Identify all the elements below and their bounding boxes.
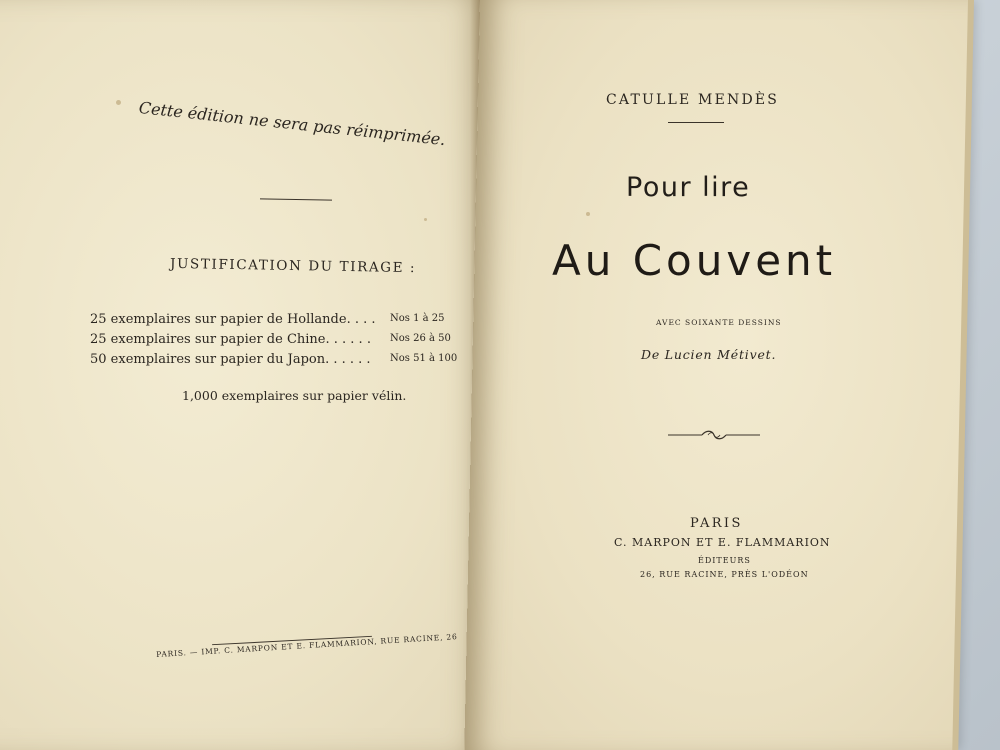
paper-foxing-spot [424, 218, 427, 221]
paper-foxing-spot [586, 212, 590, 216]
print-run-row [90, 352, 460, 372]
print-run-description: 25 exemplaires sur papier de Chine. . . . . . [90, 332, 371, 347]
ornament-flourish [668, 428, 760, 442]
illustrator-name: De Lucien Métivet. [641, 347, 777, 362]
print-run-numbers: Nos 26 à 50 [390, 333, 451, 344]
print-run-numbers: Nos 1 à 25 [390, 313, 445, 324]
print-run-description: 25 exemplaires sur papier de Hollande. . . . [90, 312, 376, 327]
print-run-numbers: Nos 51 à 100 [390, 353, 458, 364]
edition-notice: Cette édition ne sera pas réimprimée. [138, 98, 447, 150]
printer-imprint: PARIS. — IMP. C. MARPON ET E. FLAMMARION, RUE RACINE, 26 [156, 632, 458, 659]
justification-title: JUSTIFICATION DU TIRAGE : [169, 255, 417, 277]
title-line-1: Pour lire [626, 172, 751, 203]
publisher-address: 26, RUE RACINE, PRÈS L'ODÉON [640, 570, 809, 579]
print-run-row [90, 312, 460, 332]
author-rule [668, 122, 724, 123]
print-run-description: 50 exemplaires sur papier du Japon. . . . . . [90, 352, 371, 367]
publication-city: PARIS [690, 516, 743, 531]
right-page [464, 0, 970, 750]
publisher-name: C. MARPON ET E. FLAMMARION [614, 536, 831, 549]
author-name: CATULLE MENDÈS [606, 92, 780, 108]
paper-foxing-spot [116, 100, 121, 105]
drawings-note: AVEC SOIXANTE DESSINS [656, 318, 782, 327]
print-run-list [90, 312, 460, 372]
velin-copies: 1,000 exemplaires sur papier vélin. [182, 388, 407, 403]
left-page [0, 0, 490, 750]
print-run-row [90, 332, 460, 352]
publisher-role: ÉDITEURS [698, 556, 751, 565]
title-line-2: Au Couvent [552, 236, 837, 285]
divider-rule [260, 198, 332, 200]
